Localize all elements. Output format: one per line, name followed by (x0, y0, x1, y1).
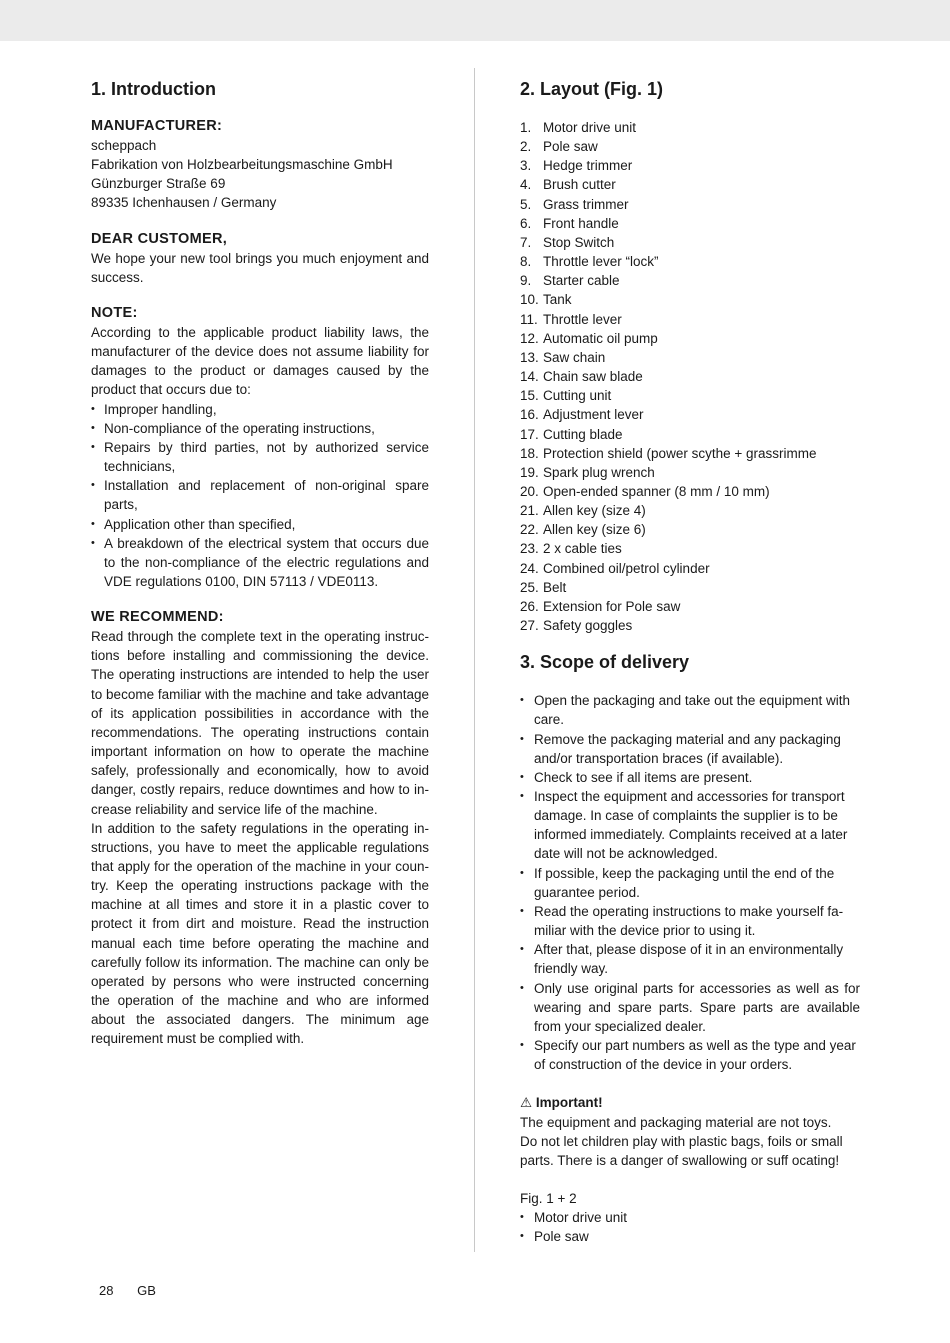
we-recommend-heading: WE RECOMMEND: (91, 609, 224, 626)
item-number: 26. (520, 598, 539, 614)
item-label: Saw chain (543, 349, 606, 365)
list-item (520, 386, 860, 405)
list-item (520, 559, 860, 578)
item-number: 4. (520, 177, 532, 193)
item-label: Combined oil/petrol cylinder (543, 560, 710, 576)
item-label: Chain saw blade (543, 369, 643, 385)
item-number: 6. (520, 215, 532, 231)
list-item: • Application other than specified, (91, 515, 429, 534)
dear-customer-heading: DEAR CUSTOMER, (91, 230, 228, 247)
item-label: Adjustment lever (543, 407, 644, 423)
important-text (520, 1113, 860, 1170)
list-item: • Read the operating instructions to make yourself familiar with the device prior to using it. (520, 902, 860, 940)
item-number: 8. (520, 254, 532, 270)
important-line: parts. There is a danger of swallowing or suff ocating! (520, 1152, 840, 1168)
list-item (520, 137, 860, 156)
dear-customer-text: We hope your new tool brings you much enjoyment and success. (91, 250, 429, 285)
list-item (520, 616, 860, 635)
parts-list (520, 118, 860, 635)
item-number: 3. (520, 158, 532, 174)
layout-heading: 2. Layout (Fig. 1) (520, 79, 664, 99)
list-item (520, 214, 860, 233)
item-number: 19. (520, 464, 539, 480)
list-item (520, 348, 860, 367)
list-item: • Pole saw (520, 1227, 860, 1246)
list-item: • Installation and replacement of non-original spare parts, (91, 476, 429, 514)
list-item: • Specify our part numbers as well as the type and year of construction of the device in your orders. (520, 1036, 860, 1074)
scope-bullet-list (520, 691, 860, 1074)
item-number: 12. (520, 330, 539, 346)
list-item (520, 156, 860, 175)
list-item (520, 482, 860, 501)
header-band (0, 0, 950, 41)
list-item (520, 405, 860, 424)
list-item: • Repairs by third parties, not by authorized service technicians, (91, 438, 429, 476)
item-number: 23. (520, 541, 539, 557)
item-number: 11. (520, 311, 538, 327)
list-item: • Improper handling, (91, 400, 429, 419)
manufacturer-address (91, 136, 429, 213)
item-label: 2 x cable ties (543, 541, 622, 557)
list-item (520, 329, 860, 348)
item-number: 9. (520, 273, 532, 289)
item-number: 27. (520, 618, 539, 634)
list-item (520, 425, 860, 444)
item-number: 25. (520, 579, 539, 595)
item-label: Spark plug wrench (543, 464, 655, 480)
list-item (520, 539, 860, 558)
left-column (91, 76, 429, 1049)
recommend-paragraph-2: In addition to the safety regulations in the operating instructions, you have to meet the applicable regulations that apply for the operation of the machine in your country. Keep the operating instructions package with the machine at all times and store it in a plastic cover to protect it from dirt and moisture. Read the instruction manual each time before operating the machine and carefully follow its information. The machine can only be operated by persons who were instructed concerning the operation of the machine and who are informed about the associated dangers. The minimum age requirement must be complied with. (91, 820, 429, 1047)
item-label: Stop Switch (543, 234, 615, 250)
item-number: 7. (520, 234, 532, 250)
list-item (520, 501, 860, 520)
item-number: 21. (520, 503, 539, 519)
figure-label: Fig. 1 + 2 (520, 1190, 577, 1206)
item-number: 10. (520, 292, 539, 308)
list-item: • Inspect the equipment and accessories for transport damage. In case of complaints the supplier is to be informed immediately. Complaints received at a later date will not be acknowledged. (520, 787, 860, 864)
list-item (520, 233, 860, 252)
list-item (520, 118, 860, 137)
important-line: The equipment and packaging material are not toys. (520, 1114, 832, 1130)
list-item (520, 578, 860, 597)
manufacturer-line: Fabrikation von Holzbearbeitungsmaschine GmbH (91, 157, 393, 173)
item-label: Pole saw (543, 139, 598, 155)
important-heading: Important! (535, 1095, 603, 1111)
item-number: 16. (520, 407, 539, 423)
note-text: According to the applicable product liability laws, the manufacturer of the device does not assume liability for damages to the product or damages caused by the product that occurs due to: (91, 324, 429, 398)
list-item (520, 444, 860, 463)
item-label: Allen key (size 4) (543, 503, 646, 519)
list-item (520, 367, 860, 386)
list-item: • After that, please dispose of it in an environmentally friendly way. (520, 940, 860, 978)
item-label: Throttle lever (543, 311, 622, 327)
item-label: Allen key (size 6) (543, 522, 646, 538)
item-label: Throttle lever “lock” (543, 254, 659, 270)
warning-icon: ⚠ (520, 1095, 533, 1111)
list-item (520, 290, 860, 309)
manufacturer-line: Günzburger Straße 69 (91, 176, 226, 192)
scope-heading: 3. Scope of delivery (520, 652, 690, 673)
manufacturer-line: scheppach (91, 138, 157, 153)
item-label: Tank (543, 292, 572, 308)
list-item: • If possible, keep the packaging until the end of the guarantee period. (520, 864, 860, 902)
item-label: Motor drive unit (543, 120, 637, 135)
item-label: Starter cable (543, 273, 620, 289)
language-code: GB (137, 1283, 156, 1298)
item-label: Grass trimmer (543, 196, 629, 212)
item-label: Cutting blade (543, 426, 623, 442)
list-item: • Motor drive unit (520, 1208, 860, 1227)
item-label: Safety goggles (543, 618, 633, 634)
item-label: Belt (543, 579, 567, 595)
item-label: Automatic oil pump (543, 330, 658, 346)
item-number: 15. (520, 388, 539, 404)
item-number: 1. (520, 120, 532, 135)
item-label: Open-ended spanner (8 mm / 10 mm) (543, 483, 770, 499)
item-number: 2. (520, 139, 532, 155)
list-item (520, 520, 860, 539)
item-number: 20. (520, 483, 539, 499)
list-item: • Open the packaging and take out the equipment with care. (520, 691, 860, 729)
list-item (520, 252, 860, 271)
item-number: 24. (520, 560, 539, 576)
item-number: 18. (520, 445, 539, 461)
list-item (520, 271, 860, 290)
recommend-paragraph-1: Read through the complete text in the operating instructions before installing and commissioning the device. The operating instructions are intended to help the user to become familiar with the machine and take advantage of its application possibilities in accordance with the recommendations. The operating instructions contain important information on how to operate the machine safely, professionally and economically, how to avoid danger, costly repairs, reduce downtimes and how to increase reliability and service life of the machine. (91, 629, 429, 817)
introduction-heading: 1. Introduction (91, 79, 216, 99)
right-column (520, 76, 860, 1246)
manufacturer-heading: MANUFACTURER: (91, 118, 223, 134)
item-number: 5. (520, 196, 532, 212)
item-label: Protection shield (power scythe + grassrimme (543, 445, 817, 461)
page-footer (99, 1283, 176, 1298)
list-item: • A breakdown of the electrical system that occurs due to the non-compliance of the electric regulations and VDE regulations 0100, DIN 57113 / VDE0113. (91, 534, 429, 591)
item-label: Front handle (543, 215, 619, 231)
list-item (520, 175, 860, 194)
item-label: Hedge trimmer (543, 158, 633, 174)
item-number: 22. (520, 522, 539, 538)
item-label: Cutting unit (543, 388, 612, 404)
item-number: 17. (520, 426, 539, 442)
list-item (520, 463, 860, 482)
important-heading-row (520, 1093, 860, 1112)
list-item (520, 597, 860, 616)
note-bullet-list (91, 400, 429, 592)
note-heading: NOTE: (91, 304, 138, 321)
list-item: • Check to see if all items are present. (520, 768, 860, 787)
figure-item-list (520, 1208, 860, 1246)
column-divider (474, 68, 475, 1252)
list-item: • Remove the packaging material and any packaging and/or transportation braces (if available). (520, 730, 860, 768)
item-label: Brush cutter (543, 177, 616, 193)
item-number: 13. (520, 349, 539, 365)
list-item: • Only use original parts for accessories as well as for wearing and spare parts. Spare parts are available from your specialized dealer. (520, 979, 860, 1036)
item-number: 14. (520, 369, 539, 385)
list-item: • Non-compliance of the operating instructions, (91, 419, 429, 438)
list-item (520, 310, 860, 329)
important-line: Do not let children play with plastic bags, foils or small (520, 1133, 843, 1149)
list-item (520, 195, 860, 214)
item-label: Extension for Pole saw (543, 598, 681, 614)
manufacturer-line: 89335 Ichenhausen / Germany (91, 195, 277, 211)
page-number: 28 (99, 1283, 114, 1298)
